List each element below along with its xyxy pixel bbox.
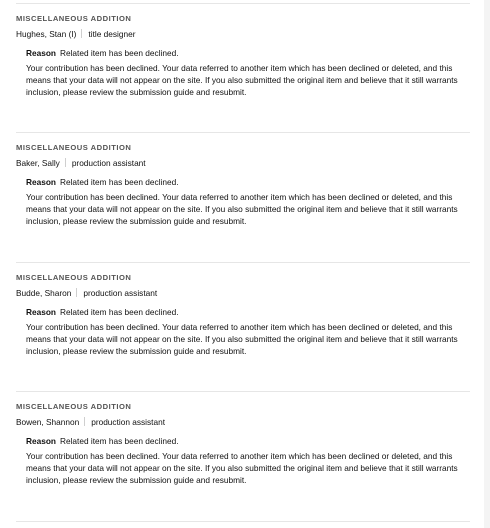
reason-text: Related item has been declined. bbox=[59, 48, 179, 58]
entry-person bbox=[16, 288, 476, 299]
person-role: production assistant bbox=[83, 288, 158, 298]
entry-type: MISCELLANEOUS ADDITION bbox=[16, 143, 132, 152]
person-name: Budde, Sharon bbox=[16, 288, 72, 298]
decline-message: Your contribution has been declined. Your data referred to another item which has been declined or deleted, and this means that your data will not appear on the site. If you also submitted the original item and believe that it still warrants inclusion, please review the submission guide and resubmit. bbox=[26, 192, 458, 226]
divider bbox=[16, 3, 470, 4]
decline-message: Your contribution has been declined. Your data referred to another item which has been declined or deleted, and this means that your data will not appear on the site. If you also submitted the original item and believe that it still warrants inclusion, please review the submission guide and resubmit. bbox=[26, 322, 458, 356]
contribution-entry bbox=[16, 14, 476, 98]
reason-line bbox=[26, 307, 476, 318]
entry-person bbox=[16, 158, 476, 169]
person-role: production assistant bbox=[71, 158, 146, 168]
reason-line bbox=[26, 48, 476, 59]
reason-line bbox=[26, 436, 476, 447]
entry-person bbox=[16, 29, 476, 40]
separator bbox=[81, 29, 82, 38]
reason-text: Related item has been declined. bbox=[59, 436, 179, 446]
reason-line bbox=[26, 177, 476, 188]
person-name: Baker, Sally bbox=[16, 158, 60, 168]
contribution-entry bbox=[16, 143, 476, 227]
divider bbox=[16, 391, 470, 392]
person-role: title designer bbox=[88, 29, 136, 39]
divider bbox=[16, 262, 470, 263]
contribution-entry bbox=[16, 402, 476, 486]
entry-type: MISCELLANEOUS ADDITION bbox=[16, 402, 132, 411]
reason-label: Reason bbox=[26, 48, 56, 58]
person-role: production assistant bbox=[91, 417, 165, 427]
scrollbar[interactable] bbox=[484, 0, 490, 528]
separator bbox=[76, 288, 77, 297]
separator bbox=[84, 417, 85, 426]
person-name: Bowen, Shannon bbox=[16, 417, 80, 427]
reason-label: Reason bbox=[26, 177, 56, 187]
entry-person bbox=[16, 417, 476, 428]
divider bbox=[16, 132, 470, 133]
reason-label: Reason bbox=[26, 307, 56, 317]
decline-message: Your contribution has been declined. Your data referred to another item which has been declined or deleted, and this means that your data will not appear on the site. If you also submitted the original item and believe that it still warrants inclusion, please review the submission guide and resubmit. bbox=[26, 451, 458, 485]
reason-text: Related item has been declined. bbox=[59, 307, 179, 317]
entry-type: MISCELLANEOUS ADDITION bbox=[16, 273, 132, 282]
contribution-entry bbox=[16, 273, 476, 357]
reason-label: Reason bbox=[26, 436, 56, 446]
reason-text: Related item has been declined. bbox=[59, 177, 179, 187]
separator bbox=[65, 158, 66, 167]
person-name: Hughes, Stan (I) bbox=[16, 29, 77, 39]
decline-message: Your contribution has been declined. Your data referred to another item which has been declined or deleted, and this means that your data will not appear on the site. If you also submitted the original item and believe that it still warrants inclusion, please review the submission guide and resubmit. bbox=[26, 63, 458, 97]
entry-type: MISCELLANEOUS ADDITION bbox=[16, 14, 132, 23]
divider bbox=[16, 521, 470, 522]
